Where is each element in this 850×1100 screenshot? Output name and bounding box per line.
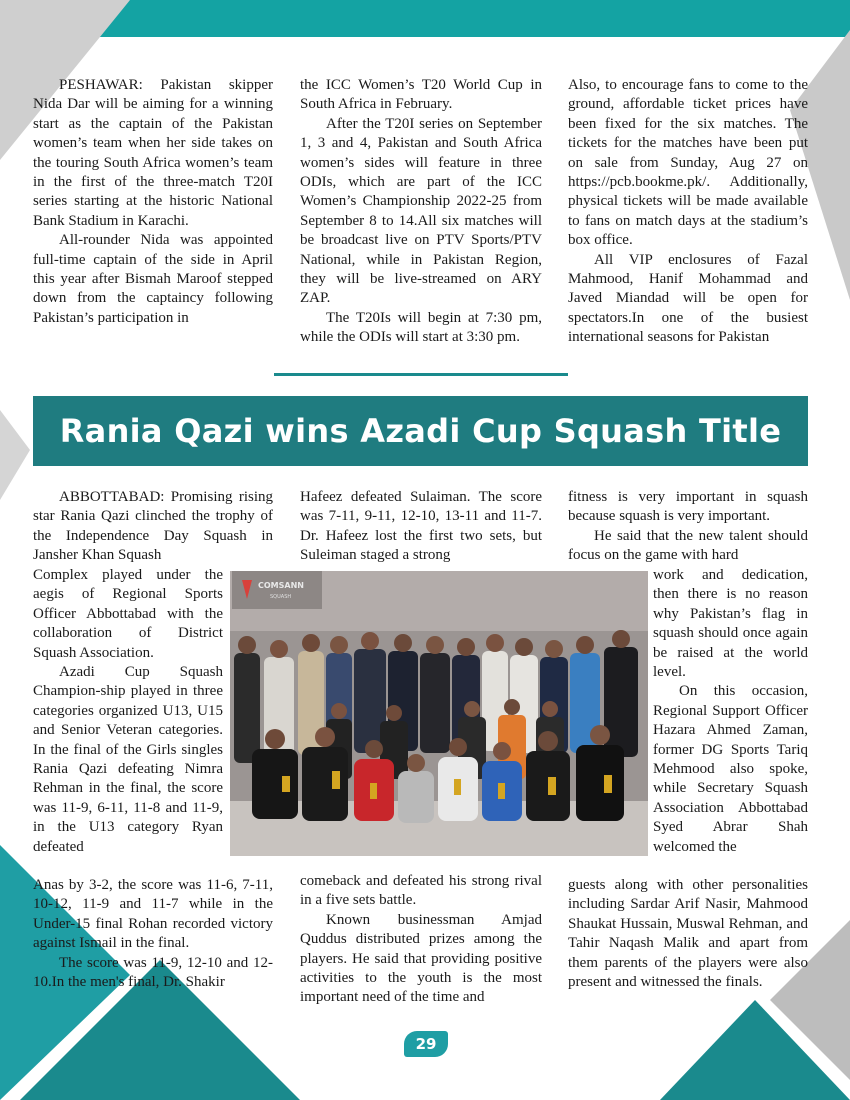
paragraph: After the T20I series on September 1, 3 and 4, Pakistan and South Africa women’s sides will feature in three ODIs, which are part of the ICC Women’s Championship 2022-25 from September 8 to 14.All six matches will be broadcast live on PTV Sports/PTV National, while in Pakistan Region, they will be live-streamed on ARY ZAP. (300, 115, 542, 307)
paragraph: Azadi Cup Squash Champion-ship played in three categories organized U13, U15 and Senior Veteran categories. In the final of the Girls singles Rania Qazi defeating Nimra Rehman in the final, the score was 11-9, 6-11, 11-8 and 11-9, in the U13 category Ryan defeated (33, 664, 223, 855)
paragraph: All VIP enclosures of Fazal Mahmood, Hanif Mohammad and Javed Miandad will be open for spectators.In one of the busiest international seasons for Pakistan (568, 251, 808, 346)
top-article-column-1 (33, 76, 273, 328)
wall-sign-subtext: SQUASH (270, 594, 292, 600)
paragraph: comeback and defeated his strong rival in a five sets battle. (300, 873, 542, 909)
bottom-article-column-2-bottom (300, 872, 542, 1008)
paragraph: On this occasion, Regional Support Officer Hazara Ahmed Zaman, former DG Sports Tariq Mehmood also spoke, while Secretary Squash Association Abbottabad Syed Abrar Shah welcomed the (653, 683, 808, 855)
paragraph: the ICC Women’s T20 World Cup in South Africa in February. (300, 77, 542, 113)
section-divider (274, 373, 568, 376)
bottom-article-column-3-top (568, 488, 808, 566)
paragraph: PESHAWAR: Pakistan skipper Nida Dar will be aiming for a winning start as the captain of the Pakistan women’s team when her side takes on the touring South Africa women’s team in the first of the three-match T20I series starting at the historic National Bank Stadium in Karachi. (33, 77, 273, 229)
paragraph: fitness is very important in squash because squash is very important. (568, 489, 808, 525)
paragraph: He said that the new talent should focus on the game with hard (568, 527, 808, 564)
bottom-article-column-2-top (300, 488, 542, 566)
bottom-article-column-1-bottom (33, 876, 273, 992)
paragraph: The T20Is will begin at 7:30 pm, while the ODIs will start at 3:30 pm. (300, 309, 542, 346)
paragraph: ABBOTTABAD: Promising rising star Rania Qazi clinched the trophy of the Independence Day Squash in Jansher Khan Squash (33, 489, 273, 564)
paragraph: Known businessman Amjad Quddus distributed prizes among the players. He said that providing positive activities to the youth is the most important need of the time and (300, 911, 542, 1006)
headline: Rania Qazi wins Azadi Cup Squash Title (59, 412, 782, 450)
wall-sign (232, 571, 322, 609)
paragraph: Also, to encourage fans to come to the ground, affordable ticket prices have been fixed for the six matches. The tickets for the matches have been put on sale from Sunday, Aug 27 on https://pcb.bookme.pk/. Additionally, physical tickets will be made available to fans on match days at the stadium’s box office. (568, 77, 808, 249)
paragraph: Complex played under the aegis of Regional Sports Officer Abbottabad with the collaboration of District Squash Association. (33, 567, 223, 661)
top-article-column-3 (568, 76, 808, 348)
page-number: 29 (404, 1031, 448, 1057)
paragraph: Hafeez defeated Sulaiman. The score was 7-11, 9-11, 12-10, 13-11 and 11-7. Dr. Hafeez lost the first two sets, but Suleiman staged a strong (300, 489, 542, 564)
bottom-article-column-1-top (33, 488, 273, 566)
top-article-column-2 (300, 76, 542, 348)
bottom-article-column-3-bottom (568, 876, 808, 992)
headline-banner (33, 396, 808, 466)
group-photo (230, 571, 648, 856)
bottom-article-column-1-wrap (33, 566, 223, 857)
paragraph: Anas by 3-2, the score was 11-6, 7-11, 10-12, 11-9 and 11-7 while in the Under-15 final Rohan recorded victory against Ismail in the final. (33, 877, 273, 952)
paragraph: The score was 11-9, 12-10 and 12-10.In the men's final, Dr. Shakir (33, 954, 273, 991)
paragraph: All-rounder Nida was appointed full-time captain of the side in April this year after Bismah Maroof stepped down from the captaincy following Pakistan’s participation in (33, 232, 273, 326)
bottom-article-column-3-wrap (653, 566, 808, 857)
paragraph: work and dedication, then there is no reason why Pakistan’s flag in squash should once again be raised at the world level. (653, 567, 808, 681)
wall-sign-text: COMSANN (258, 581, 304, 590)
paragraph: guests along with other personalities including Sardar Arif Nasir, Mahmood Shaukat Hussain, Muswal Rehman, and Tahir Naqash Malik and apart from them parents of the players were also present and witnessed the finals. (568, 877, 808, 991)
